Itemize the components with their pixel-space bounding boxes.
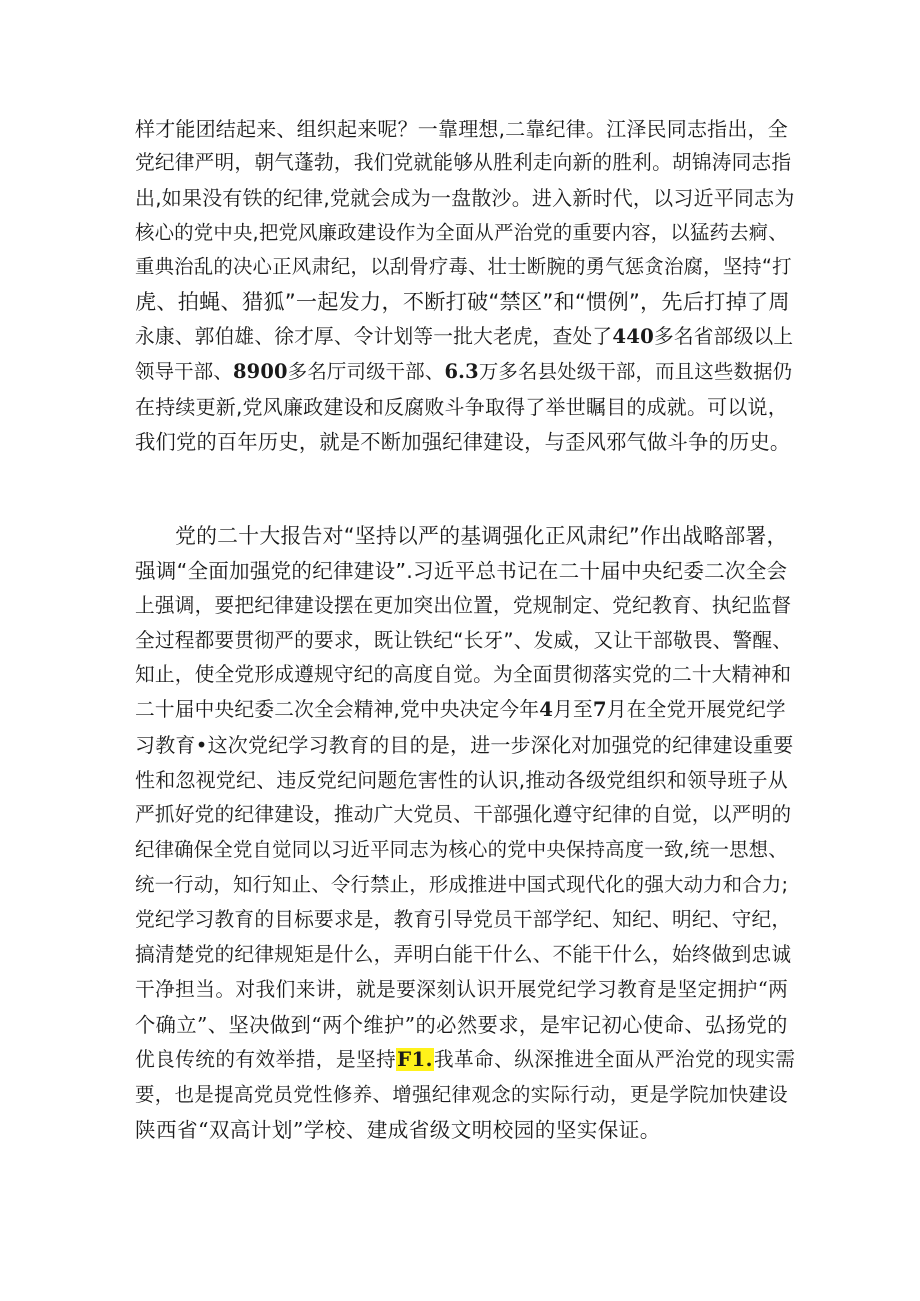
text-line: 强调“全面加强党的纪律建设”.习近平总书记在二十届中央纪委二次全会	[135, 559, 788, 583]
text-segment: 优良传统的有效举措，是坚持	[135, 1048, 397, 1071]
text-segment: 我革命、纵深推进全面从严治党的现实需	[433, 1048, 796, 1071]
text-line: 统一行动，知行知止、令行禁止，形成推进中国式现代化的强大动力和合力;	[135, 873, 789, 896]
text-line: 党纪律严明，朝气蓬勃，我们党就能够从胜利走向新的胜利。胡锦涛同志指	[135, 151, 792, 174]
text-line: 二十届中央纪委二次全会精神,党中央决定今年4月至7月在全党开展党纪学	[135, 698, 786, 721]
text-line: 习教育•这次党纪学习教育的目的是，进一步深化对加强党的纪律建设重要	[135, 733, 794, 757]
text-line: 全过程都要贯彻严的要求，既让铁纪“长牙”、发威，又让干部敬畏、警醒、	[135, 629, 793, 652]
text-line: 党纪学习教育的目标要求是，教育引导党员干部学纪、知纪、明纪、守纪，	[135, 908, 792, 931]
text-line: 要，也是提高党员党性修养、增强纪律观念的实际行动，更是学院加快建设	[135, 1083, 789, 1106]
text-line: 知止，使全党形成遵规守纪的高度自觉。为全面贯彻落实党的二十大精神和	[135, 663, 792, 686]
text-line: 上强调，要把纪律建设摆在更加突出位置，党规制定、党纪教育、执纪监督	[135, 594, 792, 617]
text-line: 我们党的百年历史，就是不断加强纪律建设，与歪风邪气做斗争的历史。	[135, 430, 791, 454]
text-line: 干净担当。对我们来讲，就是要深刻认识开展党纪学习教育是坚定拥护“两	[135, 978, 789, 1001]
text-line: 核心的党中央,把党风廉政建设作为全面从严治党的重要内容，以猛药去痾、	[135, 221, 788, 244]
text-line: 出,如果没有铁的纪律,党就会成为一盘散沙。进入新时代，以习近平同志为	[135, 186, 795, 210]
highlighted-text: F1.	[397, 1048, 433, 1071]
text-line: 在持续更新,党风廉政建设和反腐败斗争取得了举世瞩目的成就。可以说，	[135, 395, 788, 419]
text-line: 纪律确保全党自觉同以习近平同志为核心的党中央保持高度一致,统一思想、	[135, 838, 788, 861]
text-line: 虎、拍蝇、猎狐”一起发力，不断打破“禁区”和“惯例”，先后打掉了周	[135, 289, 790, 314]
text-line: 性和忽视党纪、违反党纪问题危害性的认识,推动各级党组织和领导班子从	[135, 768, 788, 792]
text-line	[135, 1045, 795, 1075]
text-line: 重典治乱的决心正风肃纪，以刮骨疗毒、壮士断腕的勇气惩贪治腐，坚持“打	[135, 255, 792, 278]
text-line: 领导干部、8900多名厅司级干部、6.3万多名县处级干部，而且这些数据仍	[135, 360, 793, 383]
text-line: 永康、郭伯雄、徐才厚、令计划等一批大老虎，查处了440多名省部级以上	[135, 325, 794, 348]
text-line: 党的二十大报告对“坚持以严的基调强化正风肃纪”作出战略部署，	[175, 524, 788, 548]
text-line: 严抓好党的纪律建设，推动广大党员、干部强化遵守纪律的自觉，以严明的	[135, 803, 792, 826]
text-line: 搞清楚党的纪律规矩是什么，弄明白能干什么、不能干什么，始终做到忠诚	[135, 943, 792, 966]
text-line: 样才能团结起来、组织起来呢？一靠理想,二靠纪律。江泽民同志指出，全	[135, 117, 788, 141]
text-line: 个确立”、坚决做到“两个维护”的必然要求，是牢记初心使命、弘扬党的	[135, 1013, 788, 1037]
text-line: 陕西省“双高计划”学校、建成省级文明校园的坚实保证。	[135, 1118, 661, 1142]
